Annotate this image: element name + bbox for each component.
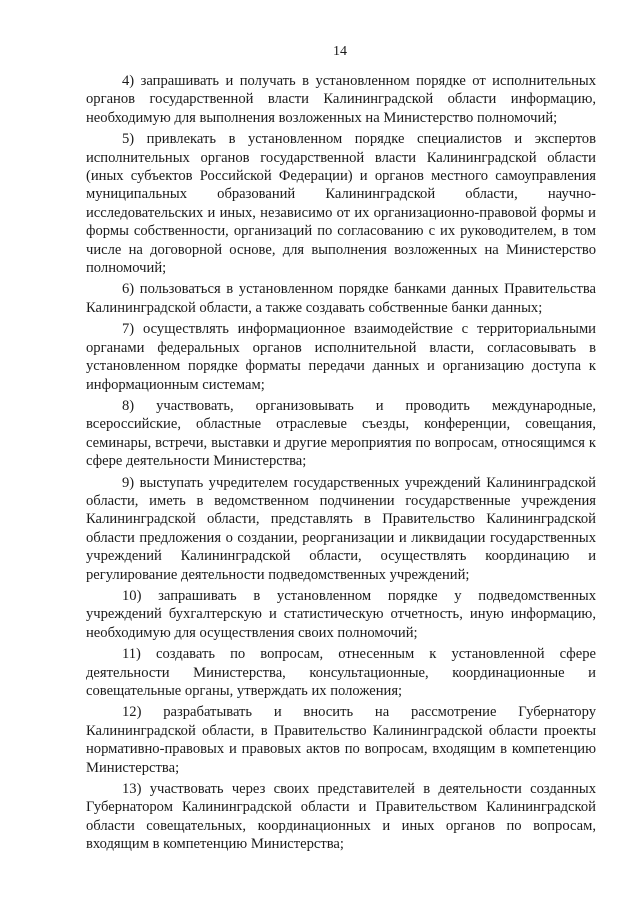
paragraph-item-11: 11) создавать по вопросам, отнесенным к установленной сфере деятельности Министерства, консультационные, координационные и совещательные органы, утверждать их положения; bbox=[86, 646, 596, 699]
paragraph-item-8: 8) участвовать, организовывать и проводить международные, всероссийские, областные отраслевые съезды, конференции, совещания, семинары, встречи, выставки и другие мероприятия по вопросам, относящимся к сфере деятельности Министерства; bbox=[86, 397, 596, 470]
paragraph-item-13: 13) участвовать через своих представителей в деятельности созданных Губернатором Калининградской области и Правительством Калининградской области совещательных, координационных и иных органов по вопросам, входящим в компетенцию Министерства; bbox=[86, 781, 596, 853]
document-body bbox=[86, 72, 596, 857]
paragraph-item-4: 4) запрашивать и получать в установленном порядке от исполнительных органов государственной власти Калининградской области информацию, необходимую для выполнения возложенных на Министерство полномочий; bbox=[86, 73, 596, 126]
paragraph-item-7: 7) осуществлять информационное взаимодействие с территориальными органами федеральных органов исполнительной власти, согласовывать в установленном порядке форматы передачи данных и организацию доступа к информационным системам; bbox=[86, 321, 596, 393]
paragraph-item-5: 5) привлекать в установленном порядке специалистов и экспертов исполнительных органов государственной власти Калининградской области (иных субъектов Российской Федерации) и органов местного самоуправления муниципальных образований Калининградской области, научно-исследовательских и иных, независимо от их организационно-правовой формы и формы собственности, организаций по согласованию с их руководителем, в том числе на договорной основе, для выполнения возложенных на Министерство полномочий; bbox=[86, 131, 596, 277]
paragraph-item-12: 12) разрабатывать и вносить на рассмотрение Губернатору Калининградской области, в Правительство Калининградской области проекты нормативно-правовых и правовых актов по вопросам, входящим в компетенцию Министерства; bbox=[86, 704, 596, 776]
paragraph-item-9: 9) выступать учредителем государственных учреждений Калининградской области, иметь в ведомственном подчинении государственные учреждения Калининградской области, представлять в Правительство Калининградской области предложения о создании, реорганизации и ликвидации государственных учреждений Калининградской области, осуществлять координацию и регулирование деятельности подведомственных учреждений; bbox=[86, 474, 596, 583]
paragraph-item-6: 6) пользоваться в установленном порядке банками данных Правительства Калининградской области, а также создавать собственные банки данных; bbox=[86, 281, 596, 316]
page-number: 14 bbox=[333, 44, 347, 59]
paragraph-item-10: 10) запрашивать в установленном порядке у подведомственных учреждений бухгалтерскую и статистическую отчетность, иную информацию, необходимую для осуществления своих полномочий; bbox=[86, 587, 596, 641]
